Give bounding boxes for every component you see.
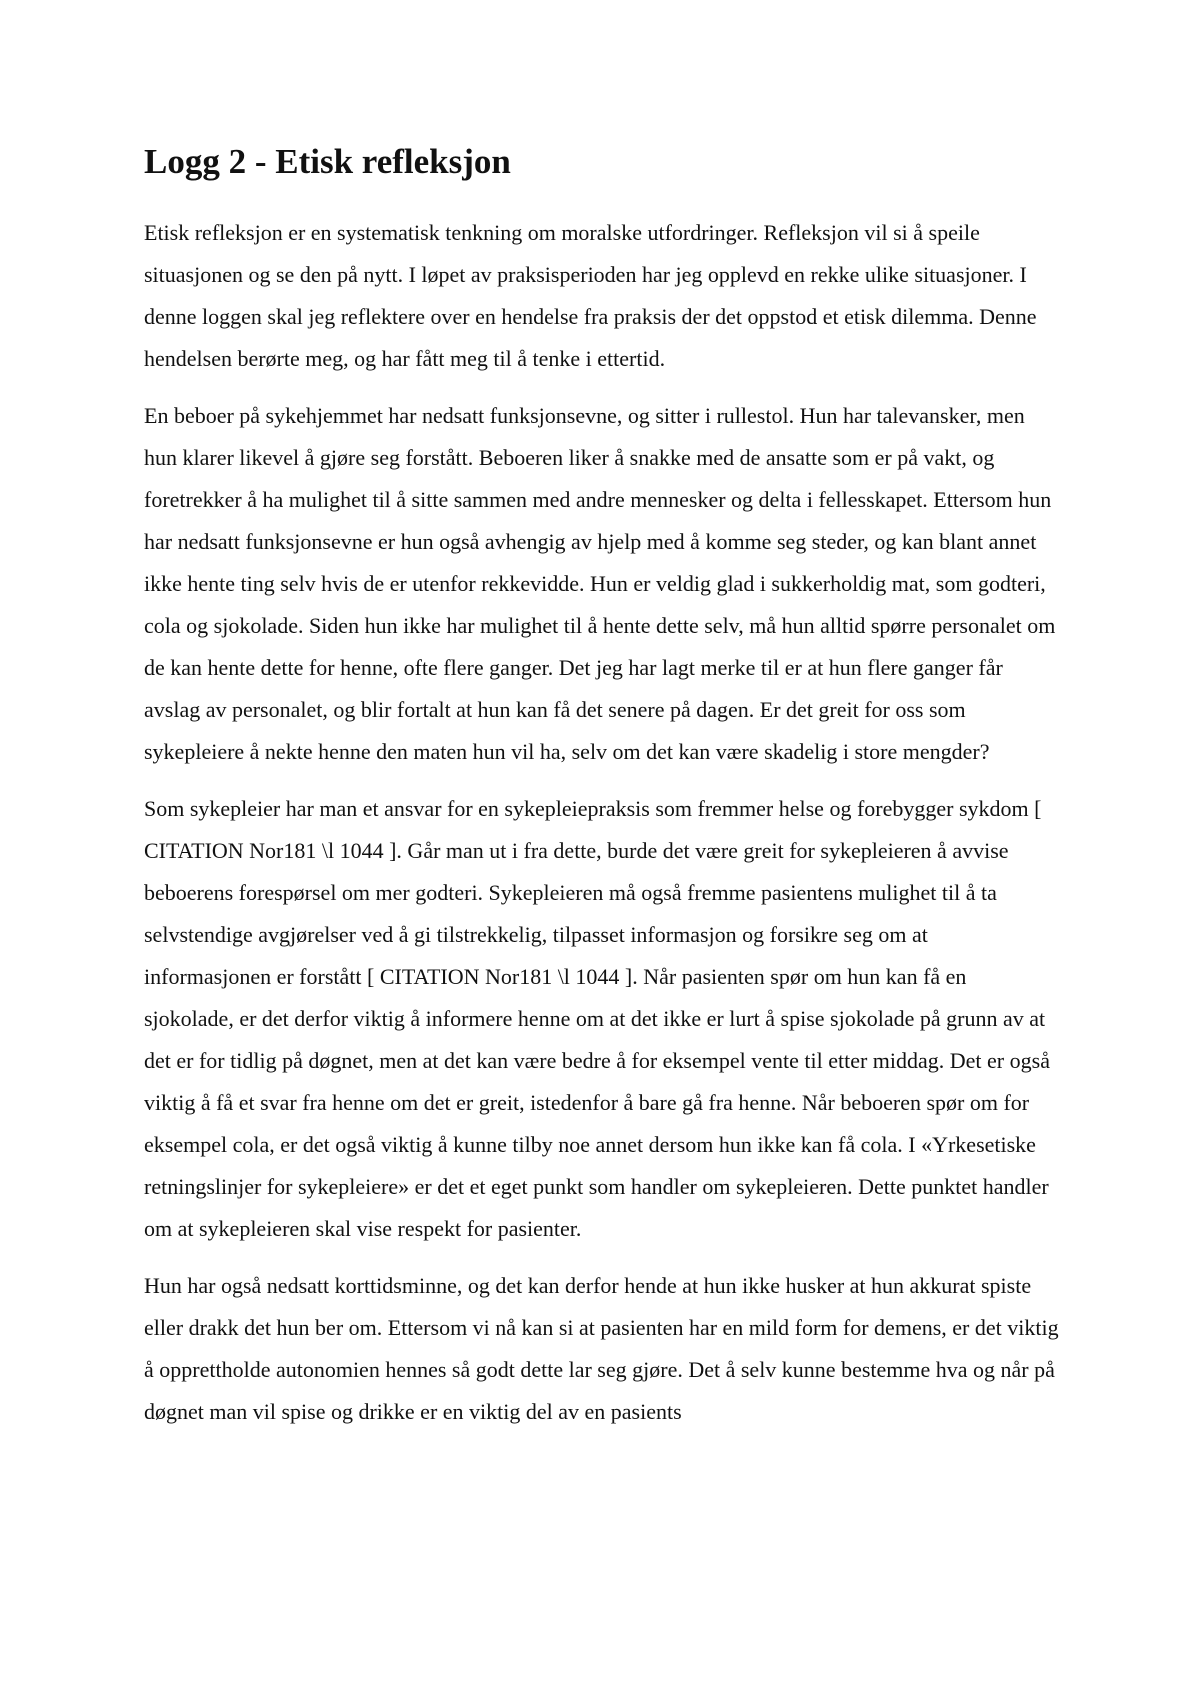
paragraph-intro: Etisk refleksjon er en systematisk tenkning om moralske utfordringer. Refleksjon vil si å speile situasjonen og se den på nytt. I løpet av praksisperioden har jeg opplevd en rekke ulike situasjoner. I denne loggen skal jeg reflektere over en hendelse fra praksis der det oppstod et etisk dilemma. Denne hendelsen berørte meg, og har fått meg til å tenke i ettertid. (144, 219, 1037, 371)
paragraph-situation: En beboer på sykehjemmet har nedsatt funksjonsevne, og sitter i rullestol. Hun har talevansker, men hun klarer likevel å gjøre seg forstått. Beboeren liker å snakke med de ansatte som er på vakt, og foretrekker å ha mulighet til å sitte sammen med andre mennesker og delta i fellesskapet. Ettersom hun har nedsatt funksjonsevne er hun også avhengig av hjelp med å komme seg steder, og kan blant annet ikke hente ting selv hvis de er utenfor rekkevidde. Hun er veldig glad i sukkerholdig mat, som godteri, cola og sjokolade. Siden hun ikke har mulighet til å hente dette selv, må hun alltid spørre personalet om de kan hente dette for henne, ofte flere ganger. Det jeg har lagt merke til er at hun flere ganger får avslag av personalet, og blir fortalt at hun kan få det senere på dagen. Er det greit for oss som sykepleiere å nekte henne den maten hun vil ha, selv om det kan være skadelig i store mengder? (144, 402, 1056, 764)
document-title: Logg 2 - Etisk refleksjon (144, 142, 511, 181)
paragraph-autonomy: Hun har også nedsatt korttidsminne, og det kan derfor hende at hun ikke husker at hun akkurat spiste eller drakk det hun ber om. Ettersom vi nå kan si at pasienten har en mild form for demens, er det viktig å opprettholde autonomien hennes så godt dette lar seg gjøre. Det å selv kunne bestemme hva og når på døgnet man vil spise og drikke er en viktig del av en pasients (144, 1272, 1059, 1424)
paragraph-responsibility: Som sykepleier har man et ansvar for en sykepleiepraksis som fremmer helse og forebygger sykdom [ CITATION Nor181 \l 1044 ]. Går man ut i fra dette, burde det være greit for sykepleieren å avvise beboerens forespørsel om mer godteri. Sykepleieren må også fremme pasientens mulighet til å ta selvstendige avgjørelser ved å gi tilstrekkelig, tilpasset informasjon og forsikre seg om at informasjonen er forstått [ CITATION Nor181 \l 1044 ]. Når pasienten spør om hun kan få en sjokolade, er det derfor viktig å informere henne om at det ikke er lurt å spise sjokolade på grunn av at det er for tidlig på døgnet, men at det kan være bedre å for eksempel vente til etter middag. Det er også viktig å få et svar fra henne om det er greit, istedenfor å bare gå fra henne. Når beboeren spør om for eksempel cola, er det også viktig å kunne tilby noe annet dersom hun ikke kan få cola. I «Yrkesetiske retningslinjer for sykepleiere» er det et eget punkt som handler om sykepleieren. Dette punktet handler om at sykepleieren skal vise respekt for pasienter. (144, 795, 1050, 1241)
